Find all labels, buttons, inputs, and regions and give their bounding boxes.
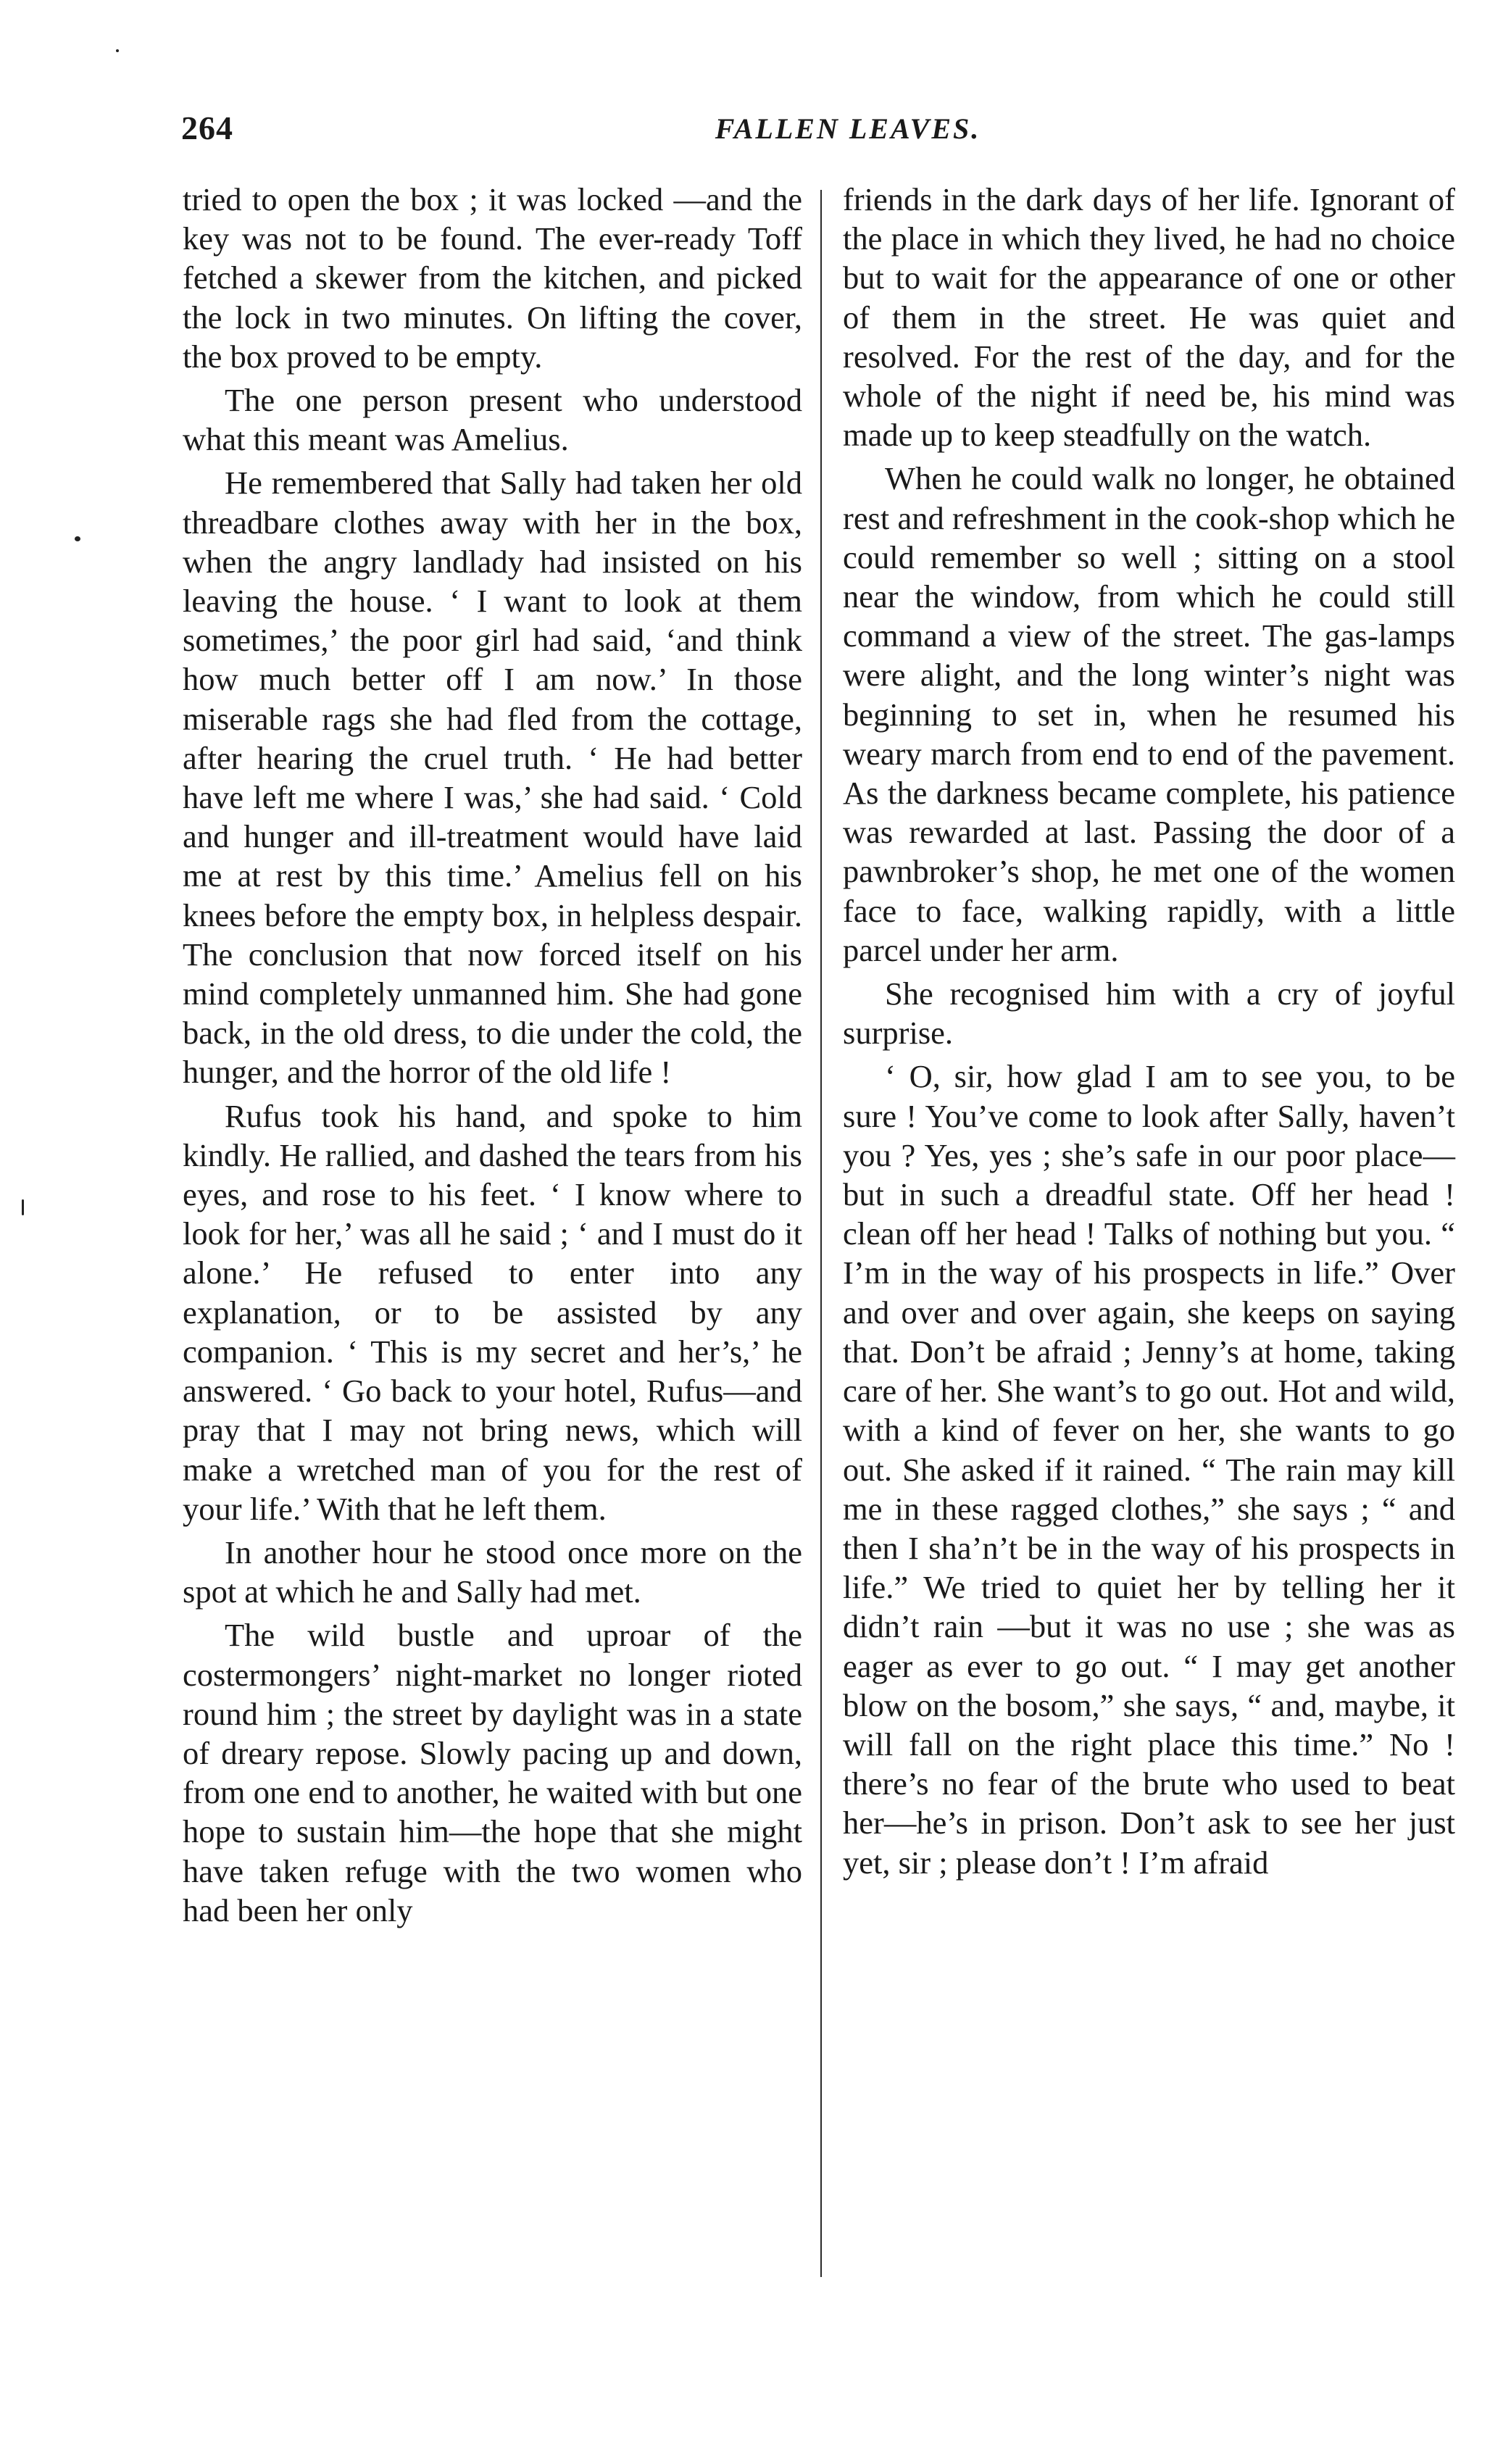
paragraph: He remembered that Sally had taken her old threadbare clothes away with her in the box, when the angry landlady had insisted on his leaving the house. ‘ I want to look at them sometimes,’ the poor girl had said, ‘and think how much better off I am now.’ In those miserable rags she had fled from the cottage, after hearing the cruel truth. ‘ He had better have left me where I was,’ she had said. ‘ Cold and hunger and ill-treatment would have laid me at rest by this time.’ Amelius fell on his knees before the empty box, in helpless despair. The conclusion that now forced itself on his mind completely unmanned him. She had gone back, in the old dress, to die under the cold, the hunger, and the horror of the old life ! [183, 465, 802, 1091]
print-speck [116, 49, 119, 52]
page-header [181, 109, 1413, 159]
paragraph: The wild bustle and uproar of the costermongers’ night-market no longer rioted round him ; the street by daylight was in a state of dreary repose. Slowly pacing up and down, from one end to another, he waited with but one hope to sustain him—the hope that she might have taken refuge with the two women who had been her only [183, 1617, 802, 1928]
paragraph: She recognised him with a cry of joyful surprise. [843, 975, 1455, 1052]
right-column [843, 180, 1455, 1886]
paragraph: The one person present who understood what this meant was Amelius. [183, 382, 802, 458]
left-column [183, 180, 802, 1934]
paragraph: When he could walk no longer, he obtained rest and refreshment in the cook-shop which he could remember so well ; sitting on a stool near the window, from which he could still command a view of the street. The gas-lamps were alight, and the long winter’s night was beginning to set in, when he resumed his weary march from end to end of the pavement. As the darkness became complete, his patience was rewarded at last. Passing the door of a pawnbroker’s shop, he met one of the women face to face, walking rapidly, with a little parcel under her arm. [843, 460, 1455, 968]
print-speck [22, 1199, 24, 1215]
column-divider [820, 190, 822, 2277]
paragraph: In another hour he stood once more on the spot at which he and Sally had met. [183, 1533, 802, 1610]
paragraph: tried to open the box ; it was locked —and the key was not to be found. The ever-ready Toff fetched a skewer from the kitchen, and picked the lock in two minutes. On lifting the cover, the box proved to be empty. [183, 181, 802, 375]
paragraph: ‘ O, sir, how glad I am to see you, to be sure ! You’ve come to look after Sally, haven’t you ? Yes, yes ; she’s safe in our poor place—but in such a dreadful state. Off her head ! clean off her head ! Talks of nothing but you. “ I’m in the way of his prospects in life.” Over and over and over again, she keeps on saying that. Don’t be afraid ; Jenny’s at home, taking care of her. She want’s to go out. Hot and wild, with a kind of fever on her, she wants to go out. She asked if it rained. “ The rain may kill me in these ragged clothes,” she says ; “ and then I sha’n’t be in the way of his prospects in life.” We tried to quiet her by telling her it didn’t rain —but it was no use ; she was as eager as ever to go out. “ I may get another blow on the bosom,” she says, “ and, maybe, it will fall on the right place this time.” No ! there’s no fear of the brute who used to beat her—he’s in prison. Don’t ask to see her just yet, sir ; please don’t ! I’m afraid [843, 1058, 1455, 1881]
print-speck [75, 536, 80, 541]
paragraph: friends in the dark days of her life. Ignorant of the place in which they lived, he had no choice but to wait for the appearance of one or other of them in the street. He was quiet and resolved. For the rest of the day, and for the whole of the night if need be, his mind was made up to keep steadfully on the watch. [843, 181, 1455, 454]
page-number: 264 [181, 109, 233, 146]
running-title: FALLEN LEAVES. [715, 112, 981, 145]
paragraph: Rufus took his hand, and spoke to him kindly. He rallied, and dashed the tears from his eyes, and rose to his feet. ‘ I know where to look for her,’ was all he said ; ‘ and I must do it alone.’ He refused to enter into any explanation, or to be assisted by any companion. ‘ This is my secret and her’s,’ he answered. ‘ Go back to your hotel, Rufus—and pray that I may not bring news, which will make a wretched man of you for the rest of your life.’ With that he left them. [183, 1097, 802, 1527]
